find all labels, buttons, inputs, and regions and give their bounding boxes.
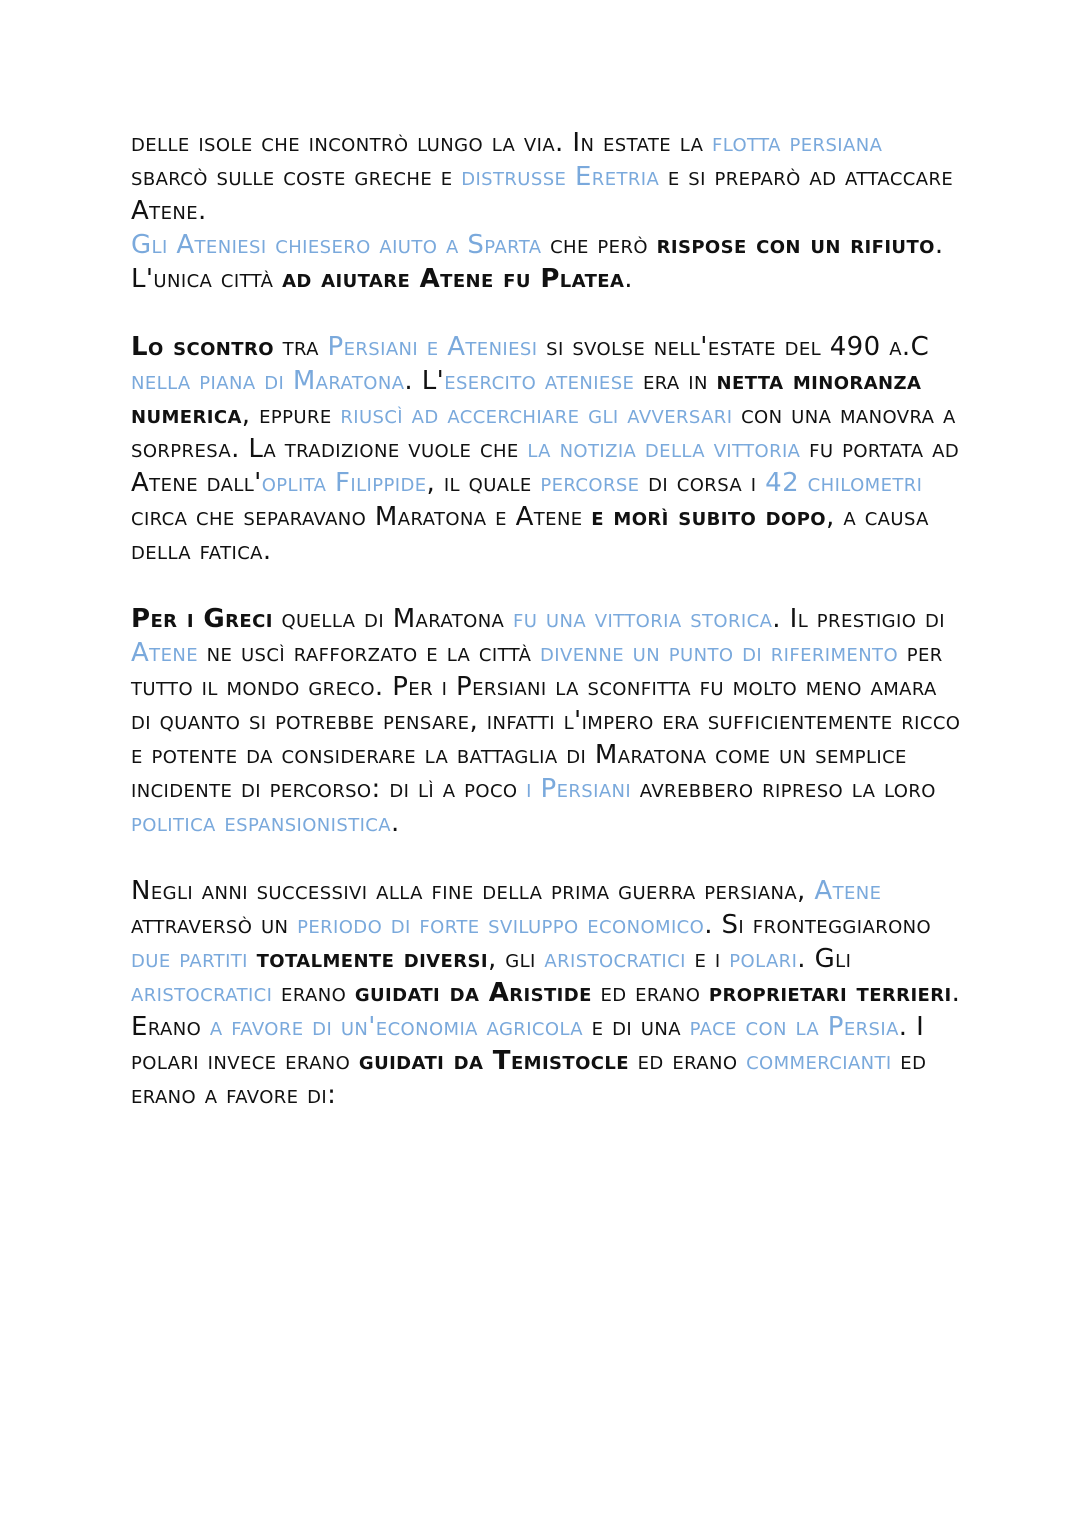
body-text: di corsa i [639,468,766,498]
body-text: . L' [404,366,445,396]
highlighted-text: due partiti [131,944,248,974]
bold-text: guidati da Temistocle [358,1046,629,1076]
body-text: ed erano [591,978,709,1008]
body-text: . Si fronteggiarono [704,910,932,940]
body-text: . [390,808,400,838]
highlighted-text: aristocratici [131,978,273,1008]
body-text: delle isole che incontrò lungo la via. In estate la [131,128,712,158]
highlighted-text: la notizia della vittoria [527,434,801,464]
body-text: . L'unica città [131,230,944,294]
bold-text: proprietari terrieri [708,978,952,1008]
body-text: . [624,264,633,294]
highlighted-text: polari [729,944,798,974]
bold-text: Lo scontro [131,332,274,362]
highlighted-text: periodo di forte sviluppo economico [297,910,705,940]
body-text: quella di Maratona [272,604,513,634]
body-text: ed erano a favore di: [131,1046,927,1110]
body-text: si svolse nell'estate del 490 a.C [537,332,930,362]
highlighted-text: distrusse Eretria [461,162,660,192]
highlighted-text: pace con la Persia [689,1012,899,1042]
bold-text: netta minoranza numerica [131,366,922,430]
highlighted-text: oplita Filippide [261,468,427,498]
body-text: circa che separavano Maratona e Atene [131,502,592,532]
highlighted-text: divenne un punto di riferimento [540,638,899,668]
body-text: e di una [583,1012,690,1042]
body-text: . I polari invece erano [131,1012,925,1076]
highlighted-text: Gli Ateniesi chiesero aiuto a Sparta [131,230,542,260]
paragraph-fleet-landing [131,126,961,296]
body-text: attraversò un [131,910,298,940]
highlighted-text: riuscì ad accerchiare gli avversari [340,400,733,430]
body-text: ne uscì rafforzato e la città [198,638,541,668]
body-text: fu portata ad Atene dall' [131,434,960,498]
body-text: , gli [487,944,545,974]
bold-text: Per i Greci [131,604,273,634]
notes-page [131,126,961,1112]
body-text: ed erano [628,1046,747,1076]
highlighted-text: esercito ateniese [444,366,635,396]
body-text: erano [272,978,355,1008]
body-text: con una manovra a sorpresa. La tradizione vuole che [131,400,956,464]
highlighted-text: 42 chilometri [765,468,923,498]
bold-text: ad aiutare Atene fu Platea [282,264,625,294]
body-text: Negli anni successivi alla fine della prima guerra persiana, [131,876,815,906]
highlighted-text: aristocratici [544,944,686,974]
body-text: , eppure [241,400,341,430]
highlighted-text: nella piana di Maratona [131,366,405,396]
highlighted-text: commercianti [746,1046,892,1076]
highlighted-text: percorse [540,468,640,498]
body-text: avrebbero ripreso la loro [631,774,936,804]
body-text: , a causa della fatica. [131,502,929,566]
body-text: e si preparò ad attaccare Atene. [131,162,954,226]
paragraph-aftermath [131,602,961,840]
body-text [248,944,257,974]
bold-text: e morì subito dopo [591,502,826,532]
body-text: . Erano [131,978,961,1042]
paragraph-battle-marathon [131,330,961,568]
body-text: . Il prestigio di [772,604,945,634]
body-text: per tutto il mondo greco. Per i Persiani la sconfitta fu molto meno amara di quanto si potrebbe pensare, infatti l'impero era sufficientemente ricco e potente da considerare la battaglia di Maratona come un semplice incidente di percorso: di lì a poco [131,638,961,804]
body-text: che però [541,230,657,260]
body-text: sbarcò sulle coste greche e [131,162,462,192]
highlighted-text: Atene [814,876,882,906]
highlighted-text: Atene [131,638,198,668]
body-text: , il quale [426,468,541,498]
highlighted-text: Persiani e Ateniesi [327,332,538,362]
highlighted-text: a favore di un'economia agricola [209,1012,584,1042]
highlighted-text: flotta persiana [711,128,883,158]
body-text: e i [685,944,730,974]
body-text: . Gli [797,944,852,974]
body-text: tra [273,332,328,362]
bold-text: totalmente diversi [256,944,488,974]
bold-text: guidati da Aristide [354,978,592,1008]
bold-text: rispose con un rifiuto [656,230,935,260]
highlighted-text: politica espansionistica [131,808,391,838]
highlighted-text: i Persiani [526,774,632,804]
body-text: era in [634,366,717,396]
paragraph-political-parties [131,874,961,1112]
highlighted-text: fu una vittoria storica [512,604,773,634]
